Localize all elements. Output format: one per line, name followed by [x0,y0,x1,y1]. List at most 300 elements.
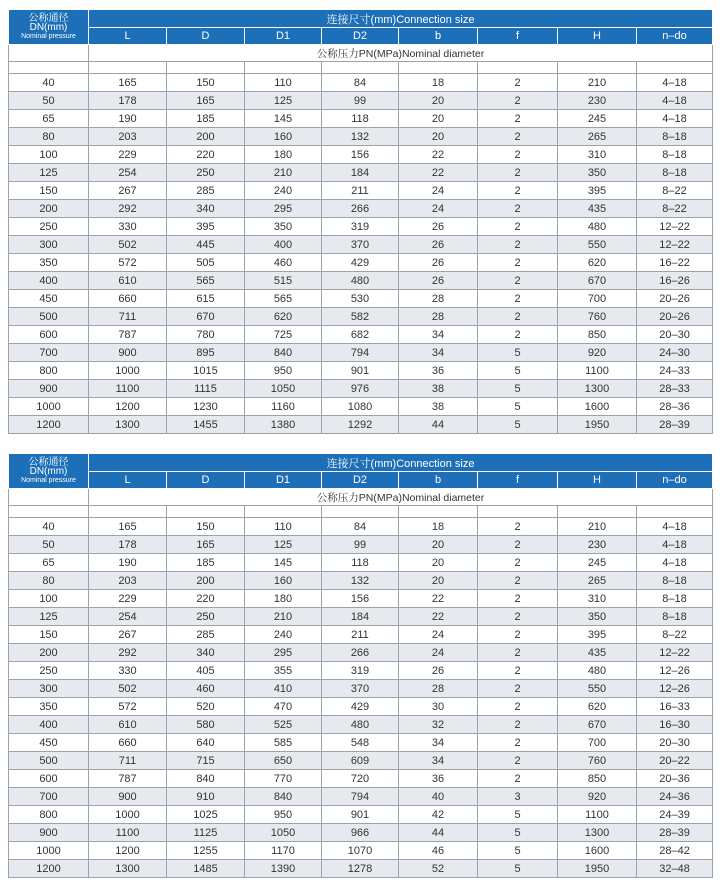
table-cell: 480 [558,218,637,236]
table-cell: 585 [245,734,322,752]
spacer-cell [558,506,637,518]
table-cell: 2 [478,146,558,164]
table-cell: 22 [399,590,478,608]
table-cell: 40 [399,788,478,806]
table-cell: 4–18 [637,110,713,128]
table-cell: 2 [478,770,558,788]
table-cell: 2 [478,752,558,770]
table-row [9,644,713,662]
table-cell: 34 [399,326,478,344]
table-cell: 2 [478,734,558,752]
table-cell: 5 [478,398,558,416]
dn-cell: 1000 [9,842,89,860]
table-cell: 520 [167,698,245,716]
table-cell: 210 [558,518,637,536]
table-cell: 720 [322,770,399,788]
table-cell: 292 [89,200,167,218]
table-cell: 24–33 [637,362,713,380]
table-row [9,74,713,92]
table-row [9,218,713,236]
table-row [9,662,713,680]
table-cell: 185 [167,554,245,572]
spacer-cell [9,506,89,518]
connection-size-table-1 [8,9,713,434]
table-cell: 118 [322,110,399,128]
table-cell: 620 [245,308,322,326]
table-cell: 42 [399,806,478,824]
table-cell: 1278 [322,860,399,878]
table-cell: 1080 [322,398,399,416]
dn-cell: 1000 [9,398,89,416]
dn-cell: 350 [9,698,89,716]
dn-cell: 800 [9,362,89,380]
table-cell: 670 [558,716,637,734]
table-cell: 350 [558,164,637,182]
dn-header-cn: 公称通径 [28,456,69,468]
table-cell: 28 [399,290,478,308]
table-row [9,806,713,824]
table-cell: 609 [322,752,399,770]
col-header-d1: D1 [245,28,322,45]
table-cell: 760 [558,752,637,770]
table-cell: 840 [245,344,322,362]
table-cell: 160 [245,128,322,146]
table-row [9,572,713,590]
table-cell: 125 [245,536,322,554]
spacer-cell [245,62,322,74]
table-cell: 22 [399,608,478,626]
table-header-row [9,10,713,28]
table-cell: 203 [89,572,167,590]
table-row [9,92,713,110]
table-cell: 1380 [245,416,322,434]
col-header-d1: D1 [245,472,322,489]
table-row [9,590,713,608]
dn-cell: 700 [9,344,89,362]
table-row [9,716,713,734]
table-cell: 150 [167,74,245,92]
spacer-cell [89,62,167,74]
table-cell: 2 [478,716,558,734]
table-cell: 640 [167,734,245,752]
table-cell: 1000 [89,362,167,380]
table-cell: 99 [322,536,399,554]
table-row [9,518,713,536]
table-cell: 4–18 [637,92,713,110]
table-cell: 502 [89,680,167,698]
table-cell: 20 [399,536,478,554]
dn-cell: 500 [9,752,89,770]
table-cell: 230 [558,92,637,110]
table-cell: 26 [399,662,478,680]
table-cell: 480 [322,716,399,734]
table-row [9,680,713,698]
table-cell: 12–26 [637,680,713,698]
table-cell: 230 [558,536,637,554]
table-cell: 1100 [558,362,637,380]
table-cell: 8–18 [637,590,713,608]
table-cell: 2 [478,326,558,344]
table-cell: 16–26 [637,272,713,290]
spacer-cell [399,62,478,74]
table-cell: 1300 [89,860,167,878]
table-row [9,182,713,200]
table-cell: 445 [167,236,245,254]
table-cell: 210 [558,74,637,92]
spacer-cell [322,506,399,518]
table-cell: 118 [322,554,399,572]
col-header-b: b [399,472,478,489]
spacer-cell [245,506,322,518]
table-cell: 310 [558,146,637,164]
table-body [9,518,713,878]
table-cell: 12–26 [637,662,713,680]
table-cell: 1300 [89,416,167,434]
dn-cell: 1200 [9,416,89,434]
connection-size-table-2 [8,453,713,878]
dn-cell: 350 [9,254,89,272]
dn-cell: 600 [9,770,89,788]
spacer-cell [637,62,713,74]
table-cell: 46 [399,842,478,860]
table-cell: 429 [322,254,399,272]
table-cell: 920 [558,788,637,806]
table-cell: 2 [478,110,558,128]
table-cell: 572 [89,698,167,716]
table-cell: 5 [478,380,558,398]
table-cell: 44 [399,416,478,434]
connection-size-header: 连接尺寸(mm)Connection size [89,454,713,472]
table-cell: 203 [89,128,167,146]
table-cell: 2 [478,74,558,92]
table-cell: 190 [89,110,167,128]
table-cell: 2 [478,308,558,326]
dn-header-cell [9,454,89,489]
spacer-cell [9,62,89,74]
table-cell: 22 [399,146,478,164]
table-cell: 760 [558,308,637,326]
table-row [9,608,713,626]
table-cell: 292 [89,644,167,662]
table-cell: 1050 [245,380,322,398]
col-header-d2: D2 [322,28,399,45]
dn-header-en: Nominal pressure [21,476,76,484]
table-cell: 395 [558,626,637,644]
table-row [9,770,713,788]
dn-header-cell [9,10,89,45]
table-row [9,110,713,128]
table-cell: 319 [322,218,399,236]
table-cell: 340 [167,200,245,218]
table-cell: 700 [558,734,637,752]
table-cell: 435 [558,200,637,218]
table-cell: 20–30 [637,326,713,344]
spacer-row [9,62,713,74]
spacer-cell [322,62,399,74]
table-cell: 265 [558,128,637,146]
table-cell: 470 [245,698,322,716]
table-cell: 840 [167,770,245,788]
table-cell: 850 [558,326,637,344]
table-cell: 8–22 [637,626,713,644]
table-cell: 1100 [89,380,167,398]
table-cell: 150 [167,518,245,536]
table-cell: 901 [322,362,399,380]
table-cell: 1950 [558,860,637,878]
table-cell: 32 [399,716,478,734]
table-cell: 20 [399,572,478,590]
table-cell: 550 [558,680,637,698]
table-cell: 410 [245,680,322,698]
table-cell: 2 [478,182,558,200]
table-cell: 1292 [322,416,399,434]
table-cell: 2 [478,236,558,254]
table-row [9,698,713,716]
table-cell: 38 [399,398,478,416]
table-cell: 319 [322,662,399,680]
table-cell: 565 [245,290,322,308]
table-cell: 1200 [89,398,167,416]
table-cell: 8–18 [637,146,713,164]
table-cell: 330 [89,218,167,236]
table-cell: 2 [478,164,558,182]
table-cell: 715 [167,752,245,770]
table-cell: 178 [89,92,167,110]
dn-cell: 900 [9,380,89,398]
table-row [9,788,713,806]
table-cell: 165 [89,518,167,536]
table-row [9,272,713,290]
table-cell: 682 [322,326,399,344]
table-cell: 24–36 [637,788,713,806]
table-row [9,734,713,752]
table-row [9,380,713,398]
table-cell: 20–26 [637,290,713,308]
spacer-cell [558,62,637,74]
table-cell: 794 [322,788,399,806]
table-cell: 16–30 [637,716,713,734]
table-cell: 220 [167,590,245,608]
table-cell: 18 [399,518,478,536]
nominal-blank-cell [9,45,89,62]
table-cell: 1600 [558,842,637,860]
spacer-cell [89,506,167,518]
table-cell: 132 [322,128,399,146]
dn-cell: 250 [9,662,89,680]
table-cell: 28 [399,680,478,698]
dn-cell: 125 [9,164,89,182]
table-cell: 110 [245,518,322,536]
table-cell: 20 [399,128,478,146]
col-header-d: D [167,472,245,489]
table-cell: 24–30 [637,344,713,362]
table-cell: 24–39 [637,806,713,824]
table-cell: 610 [89,716,167,734]
table-cell: 2 [478,572,558,590]
table-row [9,860,713,878]
dn-cell: 50 [9,536,89,554]
table-cell: 5 [478,362,558,380]
col-header-f: f [478,472,558,489]
table-cell: 1070 [322,842,399,860]
col-header-n-do: n–do [637,472,713,489]
table-cell: 26 [399,218,478,236]
table-cell: 660 [89,734,167,752]
table-cell: 670 [167,308,245,326]
dn-cell: 50 [9,92,89,110]
spacer-cell [167,506,245,518]
table-cell: 28–33 [637,380,713,398]
table-cell: 711 [89,308,167,326]
col-header-n-do: n–do [637,28,713,45]
nominal-blank-cell [9,489,89,506]
col-header-f: f [478,28,558,45]
col-header-l: L [89,472,167,489]
table-cell: 16–22 [637,254,713,272]
table-cell: 1160 [245,398,322,416]
table-cell: 20–26 [637,308,713,326]
table-cell: 480 [322,272,399,290]
table-cell: 180 [245,590,322,608]
table-cell: 156 [322,146,399,164]
table-cell: 245 [558,554,637,572]
table-cell: 250 [167,608,245,626]
table-cell: 950 [245,806,322,824]
table-cell: 184 [322,608,399,626]
table-cell: 254 [89,164,167,182]
table-cell: 99 [322,92,399,110]
table-cell: 395 [558,182,637,200]
table-row [9,200,713,218]
table-cell: 670 [558,272,637,290]
table-cell: 330 [89,662,167,680]
table-cell: 1050 [245,824,322,842]
table-cell: 5 [478,806,558,824]
table-cell: 2 [478,554,558,572]
col-header-d: D [167,28,245,45]
table-row [9,824,713,842]
table-cell: 28–42 [637,842,713,860]
table-cell: 355 [245,662,322,680]
table-cell: 1000 [89,806,167,824]
table-cell: 26 [399,272,478,290]
table-cell: 20 [399,110,478,128]
table-cell: 550 [558,236,637,254]
col-header-l: L [89,28,167,45]
table-cell: 52 [399,860,478,878]
table-cell: 84 [322,74,399,92]
table-cell: 38 [399,380,478,398]
table-cell: 16–33 [637,698,713,716]
table-cell: 84 [322,518,399,536]
dn-cell: 125 [9,608,89,626]
col-header-d2: D2 [322,472,399,489]
nominal-diameter-row [9,489,713,506]
table-row [9,416,713,434]
table-cell: 30 [399,698,478,716]
spacer-cell [399,506,478,518]
table-cell: 2 [478,128,558,146]
table-cell: 429 [322,698,399,716]
table-row [9,146,713,164]
table-cell: 580 [167,716,245,734]
table-cell: 530 [322,290,399,308]
dn-cell: 500 [9,308,89,326]
table-cell: 24 [399,182,478,200]
table-cell: 4–18 [637,554,713,572]
table-cell: 1100 [89,824,167,842]
nominal-diameter-label: 公称压力PN(MPa)Nominal diameter [89,489,713,506]
table-cell: 190 [89,554,167,572]
table-cell: 435 [558,644,637,662]
table-cell: 780 [167,326,245,344]
table-cell: 8–18 [637,572,713,590]
table-cell: 267 [89,182,167,200]
table-cell: 910 [167,788,245,806]
dn-header-cn: 公称通径 [28,12,69,24]
spacer-cell [478,506,558,518]
column-header-row [9,28,713,45]
table-cell: 1025 [167,806,245,824]
col-header-b: b [399,28,478,45]
table-cell: 2 [478,536,558,554]
table-cell: 5 [478,824,558,842]
table-cell: 8–18 [637,128,713,146]
nominal-diameter-label: 公称压力PN(MPa)Nominal diameter [89,45,713,62]
table-cell: 24 [399,626,478,644]
table-row [9,326,713,344]
table-cell: 4–18 [637,74,713,92]
table-cell: 582 [322,308,399,326]
table-cell: 178 [89,536,167,554]
table-cell: 34 [399,734,478,752]
table-cell: 480 [558,662,637,680]
table-cell: 2 [478,218,558,236]
table-cell: 34 [399,752,478,770]
table-cell: 650 [245,752,322,770]
dn-cell: 400 [9,716,89,734]
spacer-cell [167,62,245,74]
table-cell: 370 [322,680,399,698]
dn-cell: 80 [9,572,89,590]
table-cell: 160 [245,572,322,590]
table-cell: 1100 [558,806,637,824]
table-cell: 266 [322,644,399,662]
table-cell: 610 [89,272,167,290]
table-cell: 895 [167,344,245,362]
table-cell: 28 [399,308,478,326]
table-cell: 1115 [167,380,245,398]
table-cell: 548 [322,734,399,752]
table-cell: 950 [245,362,322,380]
table-cell: 12–22 [637,644,713,662]
dn-header-unit: DN(mm) [29,465,68,477]
table-cell: 110 [245,74,322,92]
table-cell: 850 [558,770,637,788]
table-row [9,344,713,362]
table-cell: 2 [478,254,558,272]
table-cell: 572 [89,254,167,272]
dn-cell: 300 [9,680,89,698]
table-cell: 700 [558,290,637,308]
table-cell: 2 [478,92,558,110]
table-cell: 8–18 [637,164,713,182]
table-cell: 295 [245,200,322,218]
table-cell: 20–36 [637,770,713,788]
table-cell: 132 [322,572,399,590]
table-cell: 12–22 [637,218,713,236]
dn-cell: 1200 [9,860,89,878]
